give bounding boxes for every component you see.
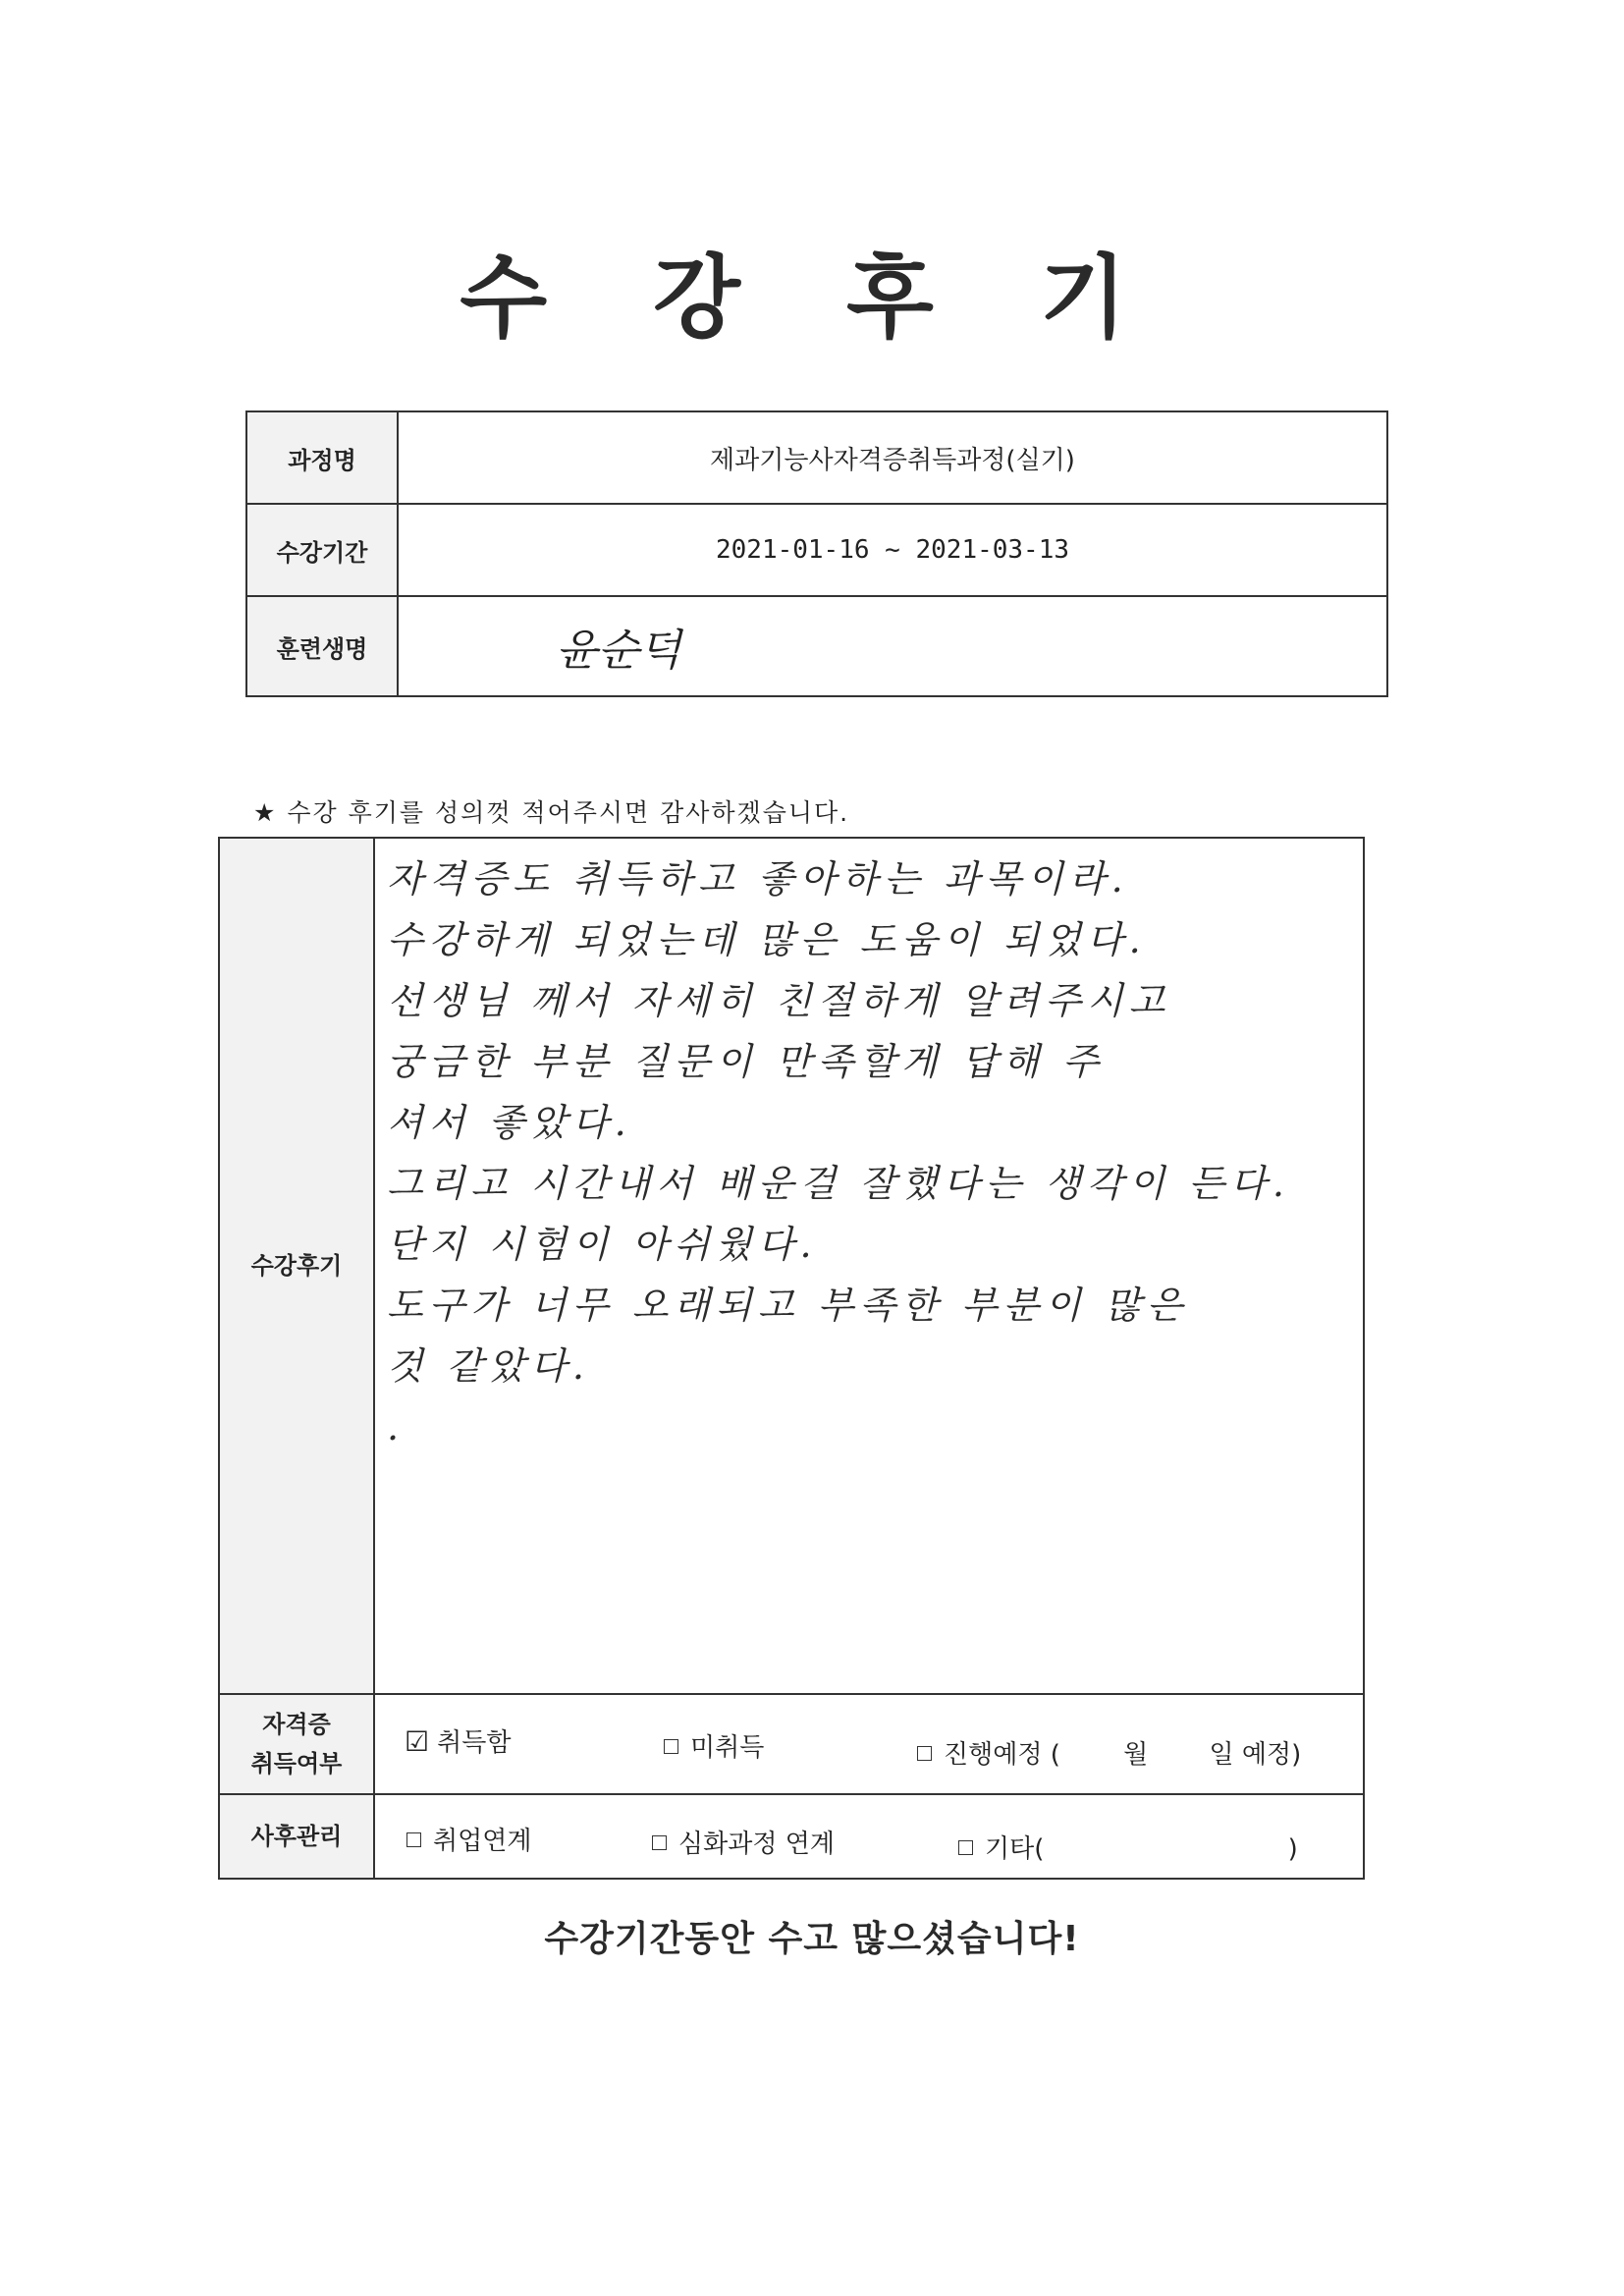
review-line: 그리고 시간내서 배운걸 잘했다는 생각이 든다. (387, 1162, 1290, 1205)
course-info-table (245, 410, 1388, 697)
course-row (247, 412, 1386, 505)
period-value: 2021-01-16 ~ 2021-03-13 (715, 535, 1070, 565)
review-table (218, 837, 1365, 1880)
review-line: 선생님 께서 자세히 친절하게 알려주시고 (387, 979, 1171, 1022)
cert-option-planned[interactable]: 진행예정 ( 월 일 예정) (917, 1734, 1301, 1771)
review-line: . (387, 1405, 406, 1449)
aftercare-label: 사후관리 (220, 1795, 375, 1878)
divider (220, 1693, 1363, 1695)
review-line: 도구가 너무 오래되고 부족한 부분이 많은 (387, 1284, 1189, 1327)
trainee-label: 훈련생명 (247, 597, 399, 695)
review-label: 수강후기 (220, 839, 375, 1693)
review-handwritten-text (387, 848, 1353, 1673)
review-line: 셔서 좋았다. (387, 1101, 632, 1144)
period-label: 수강기간 (247, 505, 399, 595)
checkbox-icon (917, 1746, 932, 1761)
divider (220, 1793, 1363, 1795)
review-line: 수강하게 되었는데 많은 도움이 되었다. (387, 918, 1147, 961)
course-label: 과정명 (247, 412, 399, 503)
aftercare-option-advanced[interactable]: 심화과정 연계 (652, 1824, 835, 1860)
cert-option-acquired[interactable]: ☑ 취득함 (405, 1725, 512, 1758)
cert-option-not-acquired[interactable]: 미취득 (664, 1727, 764, 1764)
trainee-row (247, 597, 1386, 695)
period-row (247, 505, 1386, 597)
closing-message: 수강기간동안 수고 많으셨습니다! (544, 1919, 1080, 1959)
aftercare-option-other[interactable]: 기타( ) (958, 1829, 1298, 1865)
course-value: 제과기능사자격증취득과정(실기) (710, 445, 1075, 475)
checkbox-icon (958, 1840, 973, 1855)
review-line: 자격증도 취득하고 좋아하는 과목이라. (387, 857, 1129, 901)
review-line: 단지 시험이 아쉬웠다. (387, 1223, 818, 1266)
checkbox-icon (652, 1835, 667, 1850)
certificate-label: 자격증 취득여부 (220, 1695, 375, 1793)
aftercare-option-job[interactable]: 취업연계 (406, 1821, 531, 1857)
checkbox-icon (406, 1832, 421, 1847)
review-line: 것 같았다. (387, 1344, 590, 1388)
trainee-name-handwritten: 윤순덕 (556, 626, 681, 676)
checked-box-icon: ☑ (405, 1725, 430, 1758)
review-line: 궁금한 부분 질문이 만족할게 답해 주 (387, 1040, 1106, 1083)
page-title: 수 강 후 기 (460, 246, 1164, 351)
instruction-note: ★ 수강 후기를 성의껏 적어주시면 감사하겠습니다. (253, 798, 850, 827)
checkbox-icon (664, 1739, 678, 1754)
